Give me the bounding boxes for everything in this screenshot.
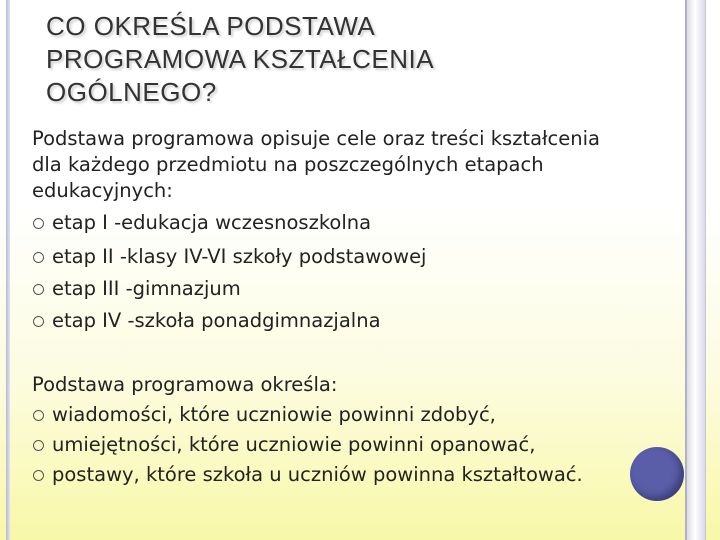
right-border-decoration: [685, 0, 706, 540]
bullet-text: etap I -edukacja wczesnoszkolna: [52, 211, 372, 234]
bullet-circle-icon: [33, 440, 44, 451]
stage-bullet-4: [32, 308, 682, 334]
bullet-text: postawy, które szkoła u uczniów powinna kształtować.: [52, 463, 583, 486]
title-line: PROGRAMOWA KSZTAŁCENIA: [46, 44, 435, 74]
bullet-circle-icon: [33, 470, 44, 481]
stage-bullet-1: [32, 210, 682, 236]
defines-bullet-3: [32, 462, 682, 488]
intro-paragraph: [32, 126, 682, 204]
bullet-circle-icon: [33, 218, 44, 229]
bullet-circle-icon: [33, 316, 44, 327]
title-line: OGÓLNEGO?: [46, 77, 217, 107]
bullet-text: wiadomości, które uczniowie powinni zdobyć,: [52, 403, 496, 426]
bullet-circle-icon: [33, 252, 44, 263]
defines-bullet-2: [32, 432, 682, 458]
bullet-circle-icon: [33, 410, 44, 421]
bullet-text: umiejętności, które uczniowie powinni opanować,: [52, 433, 536, 456]
bullet-text: etap IV -szkoła ponadgimnazjalna: [52, 309, 381, 332]
intro-line: edukacyjnych:: [32, 179, 173, 202]
defines-heading: Podstawa programowa określa:: [32, 373, 338, 396]
stage-bullet-3: [32, 276, 682, 302]
bullet-text: etap III -gimnazjum: [52, 277, 241, 300]
decorative-circle: [630, 447, 684, 501]
defines-bullet-1: [32, 402, 682, 428]
intro-line: Podstawa programowa opisuje cele oraz treści kształcenia: [32, 127, 601, 150]
slide-title: [46, 10, 646, 109]
title-line: CO OKREŚLA PODSTAWA: [46, 11, 376, 41]
intro-line: dla każdego przedmiotu na poszczególnych etapach: [32, 153, 544, 176]
stage-bullet-2: [32, 244, 682, 270]
left-border-decoration: [6, 0, 10, 540]
bullet-text: etap II -klasy IV-VI szkoły podstawowej: [52, 245, 427, 268]
slide-body: [32, 126, 682, 488]
bullet-circle-icon: [33, 284, 44, 295]
